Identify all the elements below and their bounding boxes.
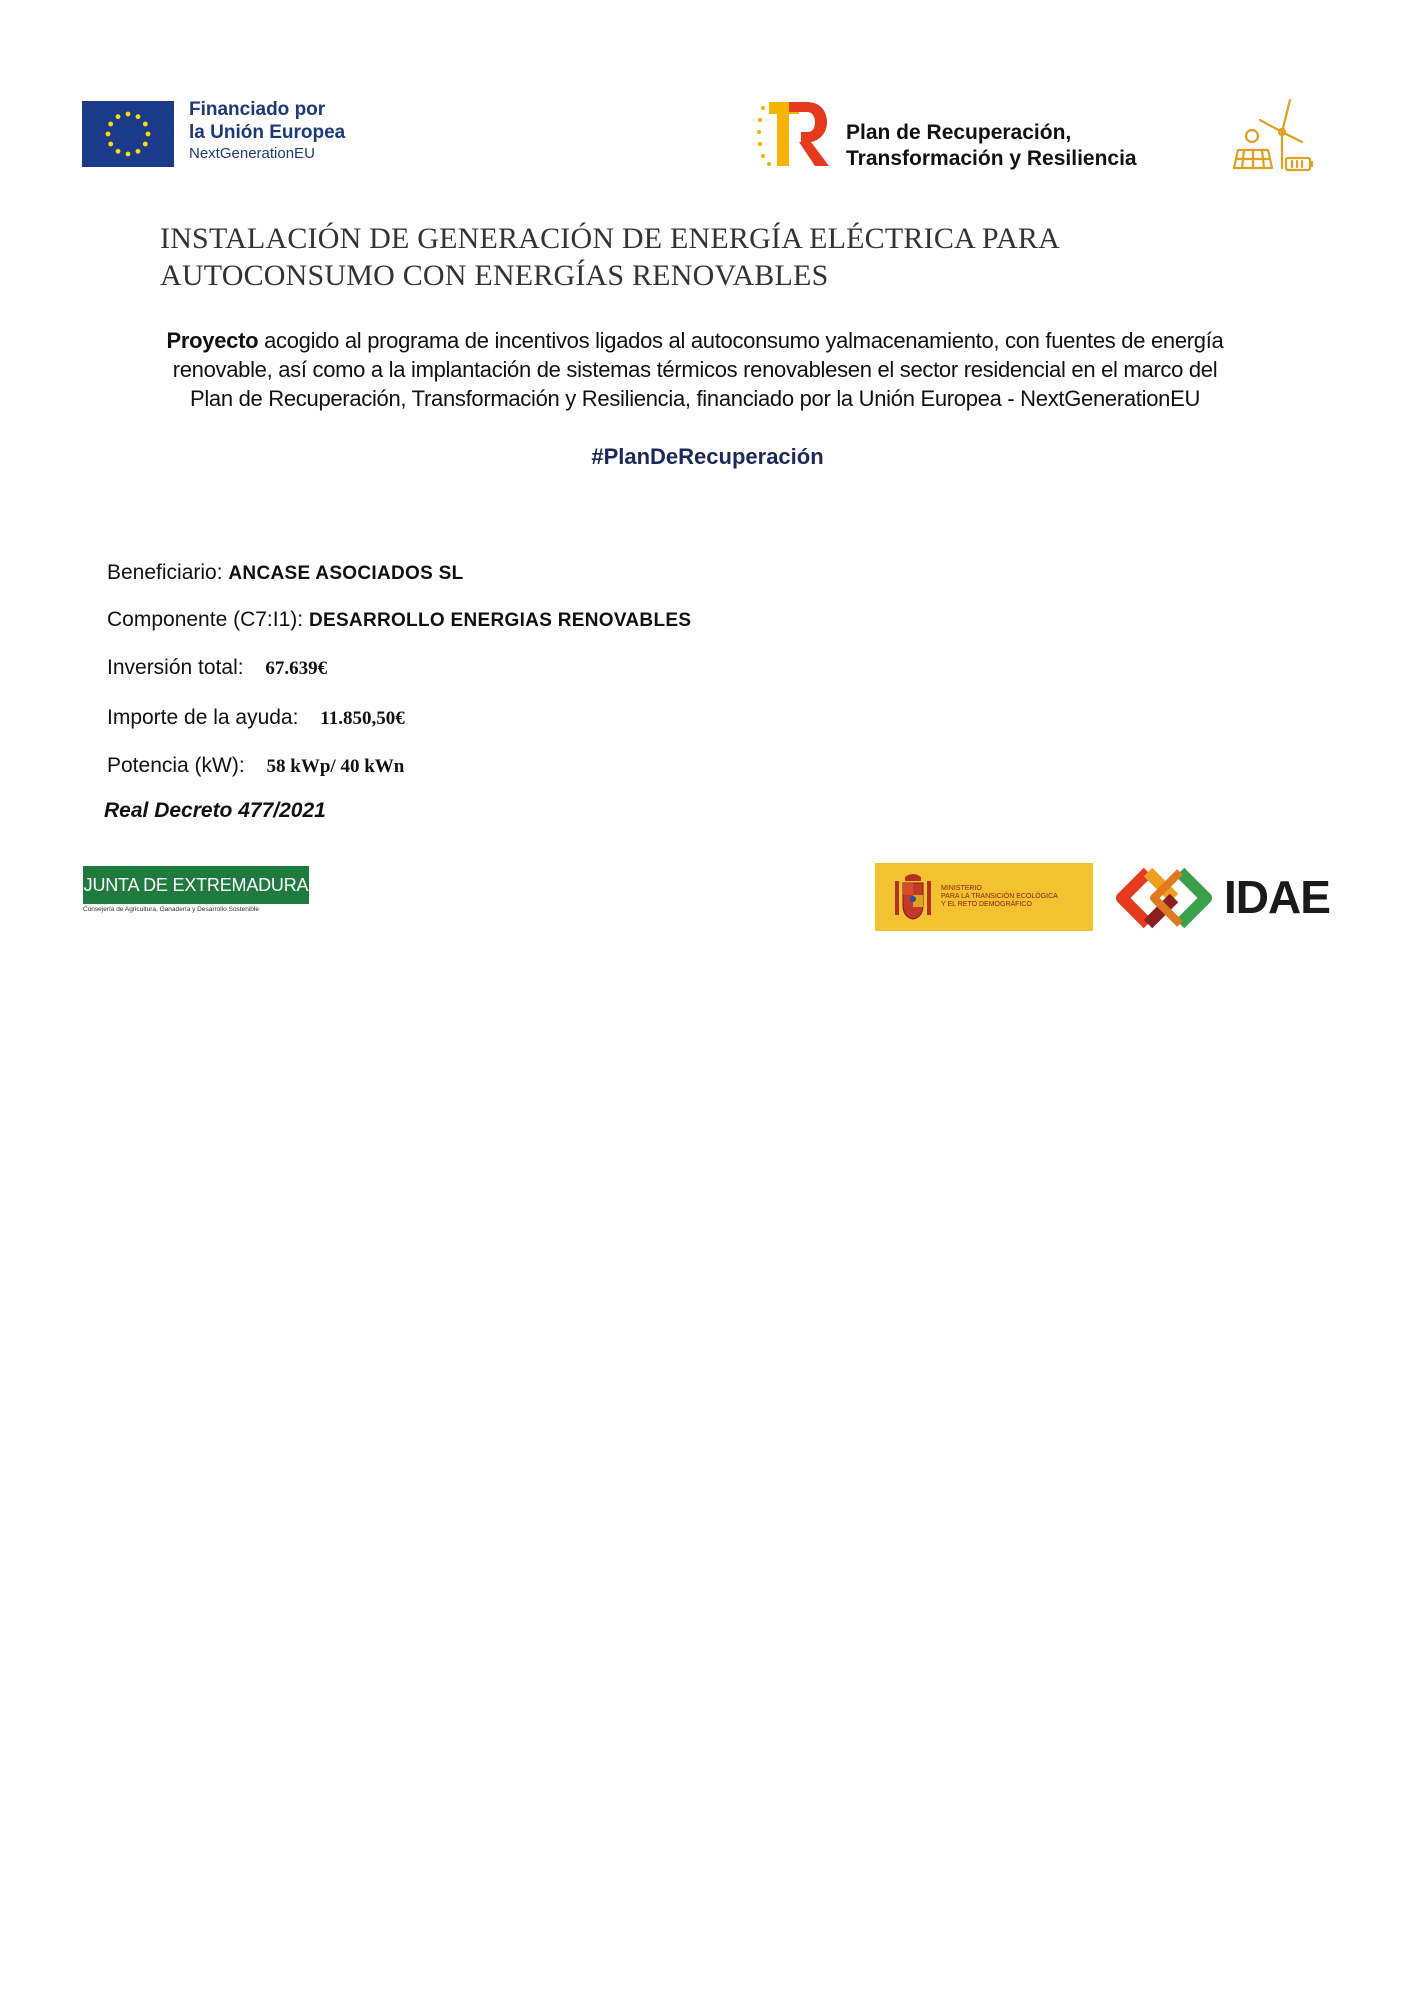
beneficiario-label: Beneficiario:: [107, 561, 223, 584]
eu-star-icon: [126, 152, 131, 157]
idae-logo-icon: [1114, 864, 1214, 932]
eu-star-icon: [143, 122, 148, 127]
eu-star-icon: [126, 112, 131, 117]
ayuda-label: Importe de la ayuda:: [107, 706, 299, 729]
ministerio-line-2: PARA LA TRANSICIÓN ECOLÓGICA: [941, 893, 1058, 901]
page-title: [160, 221, 1160, 294]
prtr-label: [846, 120, 1226, 171]
eu-line-3: NextGenerationEU: [189, 145, 315, 162]
project-description: [90, 326, 1300, 413]
inversion-value: 67.639€: [265, 658, 328, 679]
junta-title: JUNTA DE EXTREMADURA: [83, 866, 309, 904]
eu-star-icon: [136, 114, 141, 119]
eu-star-icon: [143, 142, 148, 147]
title-line-2: AUTOCONSUMO CON ENERGÍAS RENOVABLES: [160, 258, 829, 292]
ministerio-line-1: MINISTERIO: [941, 885, 982, 892]
ayuda-value: 11.850,50€: [320, 708, 405, 729]
prtr-logo-icon: [755, 98, 831, 170]
description-line-1: [90, 326, 1300, 355]
eu-star-icon: [136, 149, 141, 154]
eu-star-icon: [108, 142, 113, 147]
potencia-value: 58 kWp/ 40 kWn: [266, 756, 405, 777]
junta-subtitle: Consejería de Agricultura, Ganadería y Desarrollo Sostenible: [83, 906, 259, 913]
hashtag: #PlanDeRecuperación: [591, 444, 824, 469]
eu-line-2: la Unión Europea: [189, 122, 346, 143]
description-lead: Proyecto: [166, 328, 259, 353]
prtr-line-1: Plan de Recuperación,: [846, 121, 1072, 144]
description-line-1-rest: acogido al programa de incentivos ligados al autoconsumo yalmacenamiento, con fuentes de energía: [258, 328, 1224, 353]
renewable-energy-icon: [1230, 92, 1320, 178]
beneficiario-value: ANCASE ASOCIADOS SL: [228, 563, 464, 584]
ministerio-logo: [875, 863, 1093, 931]
inversion-label: Inversión total:: [107, 656, 244, 679]
eu-line-1: Financiado por: [189, 99, 326, 120]
potencia-label: Potencia (kW):: [107, 754, 245, 777]
eu-star-icon: [146, 132, 151, 137]
description-line-3: Plan de Recuperación, Transformación y Resiliencia, financiado por la Unión Europea - NextGenerationEU: [189, 386, 1201, 412]
eu-star-icon: [108, 122, 113, 127]
eu-funding-label: [189, 100, 409, 161]
spain-crest-icon: [893, 871, 933, 923]
beneficiario-row: [107, 561, 464, 585]
potencia-row: [107, 754, 404, 778]
title-line-1: INSTALACIÓN DE GENERACIÓN DE ENERGÍA ELÉCTRICA PARA: [160, 222, 1061, 255]
decree-reference: Real Decreto 477/2021: [104, 799, 326, 822]
eu-star-icon: [116, 149, 121, 154]
componente-label: Componente (C7:I1):: [107, 608, 304, 631]
junta-extremadura-logo: [83, 866, 309, 920]
componente-value: DESARROLLO ENERGIAS RENOVABLES: [308, 610, 692, 631]
eu-star-icon: [116, 114, 121, 119]
ayuda-row: [107, 706, 405, 730]
idae-wordmark: IDAE: [1224, 871, 1330, 923]
description-line-2: renovable, así como a la implantación de sistemas térmicos renovablesen el sector residencial en el marco del: [172, 357, 1218, 383]
ministerio-line-3: Y EL RETO DEMOGRÁFICO: [941, 901, 1032, 909]
eu-flag-icon: [82, 101, 174, 167]
inversion-row: [107, 656, 327, 680]
eu-star-icon: [106, 132, 111, 137]
prtr-line-2: Transformación y Resiliencia: [846, 146, 1137, 170]
ministerio-label: [941, 885, 1089, 909]
componente-row: [107, 608, 691, 632]
